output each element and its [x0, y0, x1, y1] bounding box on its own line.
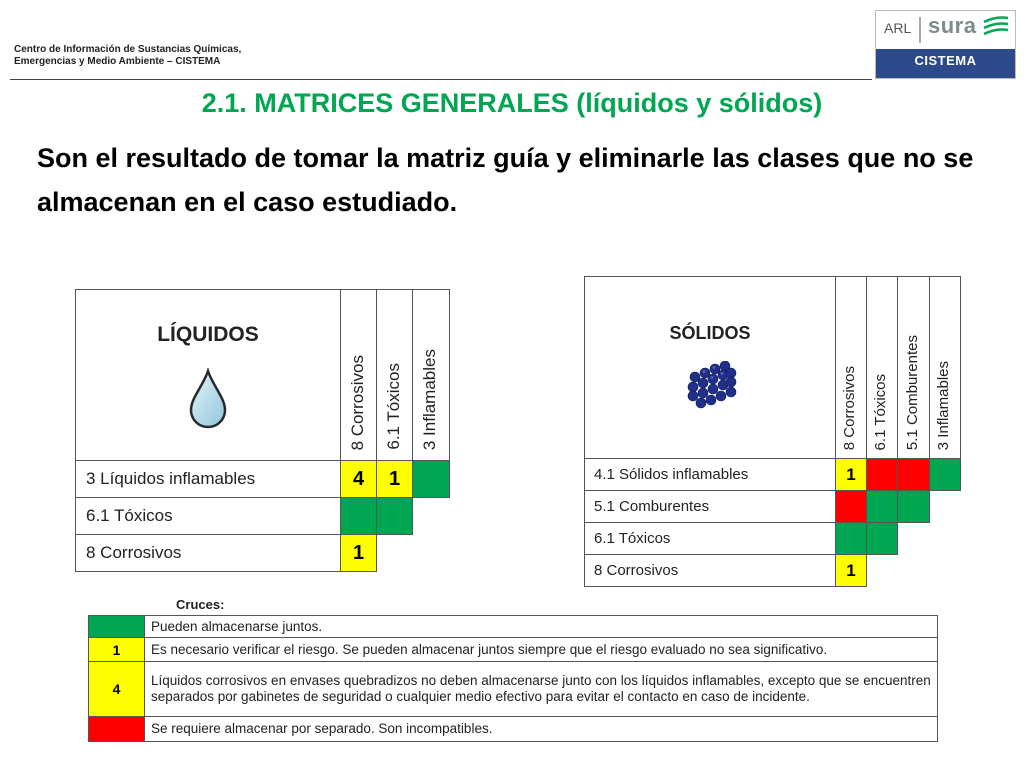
legend-text: Se requiere almacenar por separado. Son incompatibles.	[144, 716, 938, 742]
solidos-cell	[929, 458, 961, 491]
liquidos-cell: 4	[340, 460, 377, 498]
water-drop-icon	[187, 368, 229, 430]
logo-cistema-text: CISTEMA	[914, 53, 977, 68]
legend-key-red	[88, 716, 145, 742]
solidos-cell	[866, 458, 898, 491]
solidos-col-label: 5.1 Comburentes	[903, 334, 921, 450]
solidos-col-header	[866, 276, 898, 459]
legend-text: Es necesario verificar el riesgo. Se pueden almacenar juntos siempre que el riesgo evaluado no sea significativo.	[144, 637, 938, 662]
liquidos-cell: 1	[376, 460, 413, 498]
solidos-cell	[897, 458, 930, 491]
legend-text: Pueden almacenarse juntos.	[144, 615, 938, 638]
liquidos-col-label: 8 Corrosivos	[347, 354, 367, 450]
solidos-cell	[866, 522, 898, 555]
solidos-col-label: 8 Corrosivos	[841, 365, 858, 450]
liquidos-col-label: 6.1 Tóxicos	[383, 363, 403, 450]
legend-key-4: 4	[88, 661, 145, 717]
liquidos-row-label: 6.1 Tóxicos	[75, 497, 341, 535]
legend-key-1: 1	[88, 637, 145, 662]
solidos-cell	[897, 490, 930, 523]
page-subtitle: Son el resultado de tomar la matriz guía y eliminarle las clases que no se almacenan en el caso estudiado.	[37, 143, 974, 217]
solidos-col-label: 6.1 Tóxicos	[872, 373, 889, 450]
legend-key-green	[88, 615, 145, 638]
organization-name-line2: Emergencias y Medio Ambiente – CISTEMA	[14, 56, 221, 67]
organization-name-line1: Centro de Información de Sustancias Químicas,	[14, 44, 242, 55]
solidos-cell	[835, 522, 867, 555]
liquidos-col-header	[412, 289, 450, 461]
logo-arl-text: ARL	[884, 20, 912, 36]
liquidos-cell	[412, 460, 450, 498]
logo-sura-text: sura	[928, 13, 977, 38]
logo-separator	[919, 17, 921, 43]
sura-swoosh-icon	[982, 14, 1010, 44]
liquidos-row-label: 3 Líquidos inflamables	[75, 460, 341, 498]
liquidos-heading: LÍQUIDOS	[157, 323, 259, 346]
header-divider	[10, 79, 872, 80]
organization-name	[14, 44, 241, 68]
legend-title: Cruces:	[176, 597, 225, 612]
liquidos-col-label: 3 Inflamables	[420, 348, 439, 450]
solidos-row-label: 5.1 Comburentes	[584, 490, 836, 523]
solidos-cell	[835, 490, 867, 523]
solidos-row-label: 6.1 Tóxicos	[584, 522, 836, 555]
liquidos-row-label: 8 Corrosivos	[75, 534, 341, 572]
liquidos-cell	[340, 497, 377, 535]
solidos-col-header	[897, 276, 930, 459]
liquidos-cell	[376, 497, 413, 535]
liquidos-cell: 1	[340, 534, 377, 572]
solidos-heading: SÓLIDOS	[669, 323, 751, 343]
molecule-cube-icon	[683, 361, 739, 409]
liquidos-col-header	[376, 289, 413, 461]
liquidos-col-header	[340, 289, 377, 461]
solidos-col-header	[929, 276, 961, 459]
page-title: 2.1. MATRICES GENERALES (líquidos y sólidos)	[201, 88, 823, 118]
solidos-cell: 1	[835, 554, 867, 587]
liquidos-header-cell	[75, 289, 341, 461]
solidos-row-label: 4.1 Sólidos inflamables	[584, 458, 836, 491]
solidos-cell: 1	[835, 458, 867, 491]
arl-sura-cistema-logo	[875, 10, 1016, 79]
solidos-cell	[866, 490, 898, 523]
solidos-header-cell	[584, 276, 836, 459]
solidos-col-label: 3 Inflamables	[935, 360, 952, 450]
solidos-col-header	[835, 276, 867, 459]
solidos-row-label: 8 Corrosivos	[584, 554, 836, 587]
legend-text: Líquidos corrosivos en envases quebradizos no deben almacenarse junto con los líquidos inflamables, excepto que se encuentren separados por gabinetes de seguridad o cualquier medio efectivo para evitar el contacto en caso de incidente.	[144, 661, 938, 717]
